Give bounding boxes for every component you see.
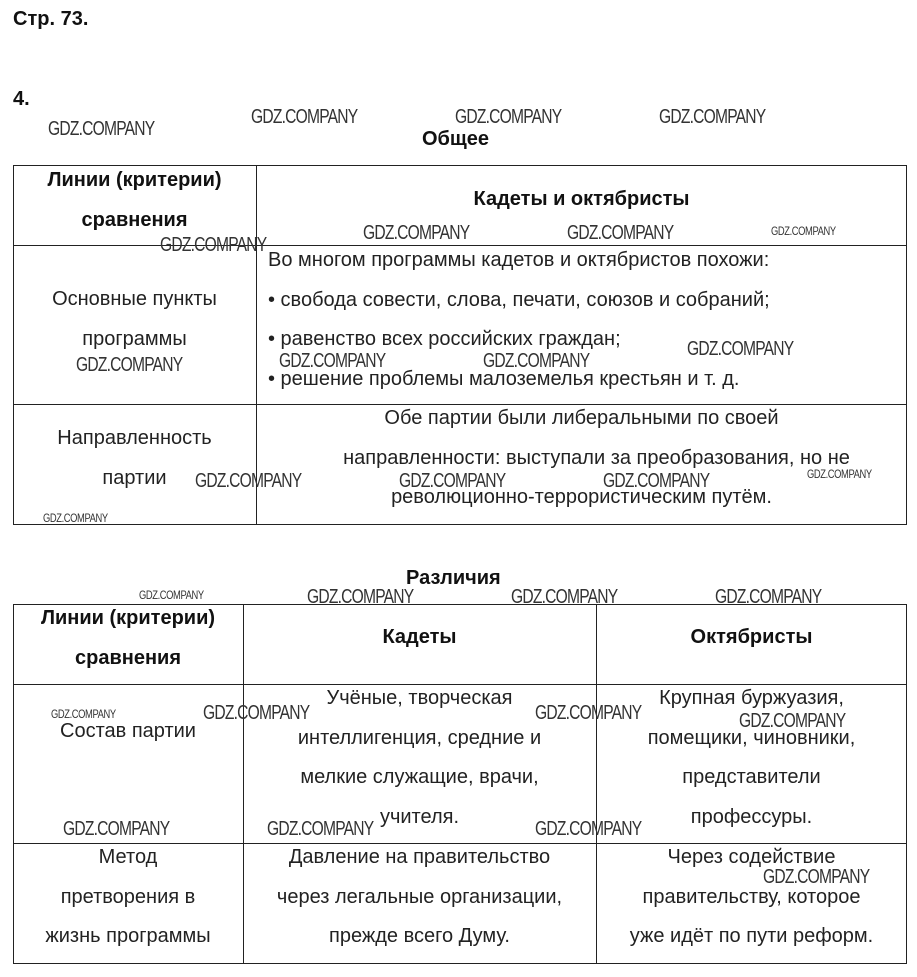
header-octobrists — [596, 618, 907, 658]
cell-line: правительству, которое — [642, 885, 861, 908]
cell-line: Метод — [98, 846, 158, 868]
watermark: GDZ.COMPANY — [567, 222, 674, 244]
watermark: GDZ.COMPANY — [63, 818, 170, 840]
watermark: GDZ.COMPANY — [603, 470, 710, 492]
cell-line: Давление на правительство — [288, 846, 551, 868]
cell-line: Основные пункты — [52, 288, 217, 310]
header-line: Линии (критерии) — [40, 607, 216, 629]
watermark: GDZ.COMPANY — [267, 818, 374, 840]
watermark: GDZ.COMPANY — [739, 710, 846, 732]
watermark: GDZ.COMPANY — [307, 586, 414, 608]
watermark: GDZ.COMPANY — [195, 470, 302, 492]
header-line: сравнения — [81, 208, 188, 231]
cell-line: прежде всего Думу. — [329, 925, 510, 947]
content-cell — [268, 241, 898, 399]
watermark: GDZ.COMPANY — [535, 818, 642, 840]
criteria-cell — [13, 280, 256, 359]
common-title: Общее — [422, 128, 490, 150]
watermark: GDZ.COMPANY — [48, 118, 155, 140]
octobrists-cell — [596, 679, 907, 837]
watermark: GDZ.COMPANY — [535, 702, 642, 724]
watermark: GDZ.COMPANY — [139, 588, 204, 602]
cell-line: • равенство всех российских граждан; — [268, 328, 621, 350]
watermark: GDZ.COMPANY — [763, 866, 870, 888]
header-criteria — [13, 161, 256, 240]
cell-line: Учёные, творческая — [326, 687, 513, 709]
cell-line: учителя. — [379, 805, 460, 828]
cell-line: претворения в — [60, 885, 196, 908]
cell-line: уже идёт по пути реформ. — [629, 925, 874, 947]
differences-title: Различия — [406, 567, 501, 589]
octobrists-cell — [596, 838, 907, 957]
header-line: сравнения — [74, 646, 181, 669]
cell-line: партии — [102, 466, 167, 489]
header-line: Октябристы — [690, 626, 813, 648]
watermark: GDZ.COMPANY — [771, 224, 836, 238]
watermark: GDZ.COMPANY — [511, 586, 618, 608]
watermark: GDZ.COMPANY — [659, 106, 766, 128]
header-line: Кадеты и октябристы — [473, 188, 690, 210]
cell-line: мелкие служащие, врачи, — [300, 766, 539, 788]
watermark: GDZ.COMPANY — [807, 467, 872, 481]
watermark: GDZ.COMPANY — [363, 222, 470, 244]
watermark: GDZ.COMPANY — [76, 354, 183, 376]
cell-line: Обе партии были либеральными по своей — [384, 407, 779, 429]
watermark: GDZ.COMPANY — [51, 707, 116, 721]
header-line: Линии (критерии) — [47, 169, 222, 191]
cell-line: • решение проблемы малоземелья крестьян и т. д. — [268, 367, 740, 390]
cell-line: профессуры. — [690, 805, 813, 828]
cell-line: через легальные организации, — [276, 885, 563, 908]
watermark: GDZ.COMPANY — [715, 586, 822, 608]
cell-line: Направленность — [57, 427, 212, 449]
watermark: GDZ.COMPANY — [279, 350, 386, 372]
cell-line: Состав партии — [60, 720, 196, 742]
cadets-cell — [243, 838, 596, 957]
cell-line: • свобода совести, слова, печати, союзов и собраний; — [268, 288, 770, 311]
watermark: GDZ.COMPANY — [43, 511, 108, 525]
watermark: GDZ.COMPANY — [399, 470, 506, 492]
page-label: Стр. 73. — [13, 8, 89, 30]
header-criteria — [13, 599, 243, 678]
cell-line: революционно-террористическим путём. — [391, 486, 772, 508]
cell-line: программы — [82, 327, 187, 350]
watermark: GDZ.COMPANY — [483, 350, 590, 372]
cell-line: помещики, чиновники, — [647, 726, 856, 749]
cell-line: направленности: выступали за преобразования, но не — [343, 446, 850, 469]
content-cell — [256, 399, 907, 518]
task-number: 4. — [13, 88, 30, 110]
watermark: GDZ.COMPANY — [251, 106, 358, 128]
watermark: GDZ.COMPANY — [203, 702, 310, 724]
cell-line: Крупная буржуазия, — [659, 687, 844, 709]
watermark: GDZ.COMPANY — [455, 106, 562, 128]
watermark: GDZ.COMPANY — [687, 338, 794, 360]
header-cadets — [243, 618, 596, 658]
cell-line: интеллигенция, средние и — [297, 726, 542, 749]
cell-line: Во многом программы кадетов и октябристов похожи: — [268, 249, 770, 271]
criteria-cell — [13, 838, 243, 957]
watermark: GDZ.COMPANY — [160, 234, 267, 256]
header-parties — [256, 180, 907, 220]
cell-line: жизнь программы — [45, 925, 211, 947]
cell-line: Через содействие — [667, 846, 836, 868]
cell-line: представители — [682, 766, 821, 788]
header-line: Кадеты — [382, 626, 457, 648]
